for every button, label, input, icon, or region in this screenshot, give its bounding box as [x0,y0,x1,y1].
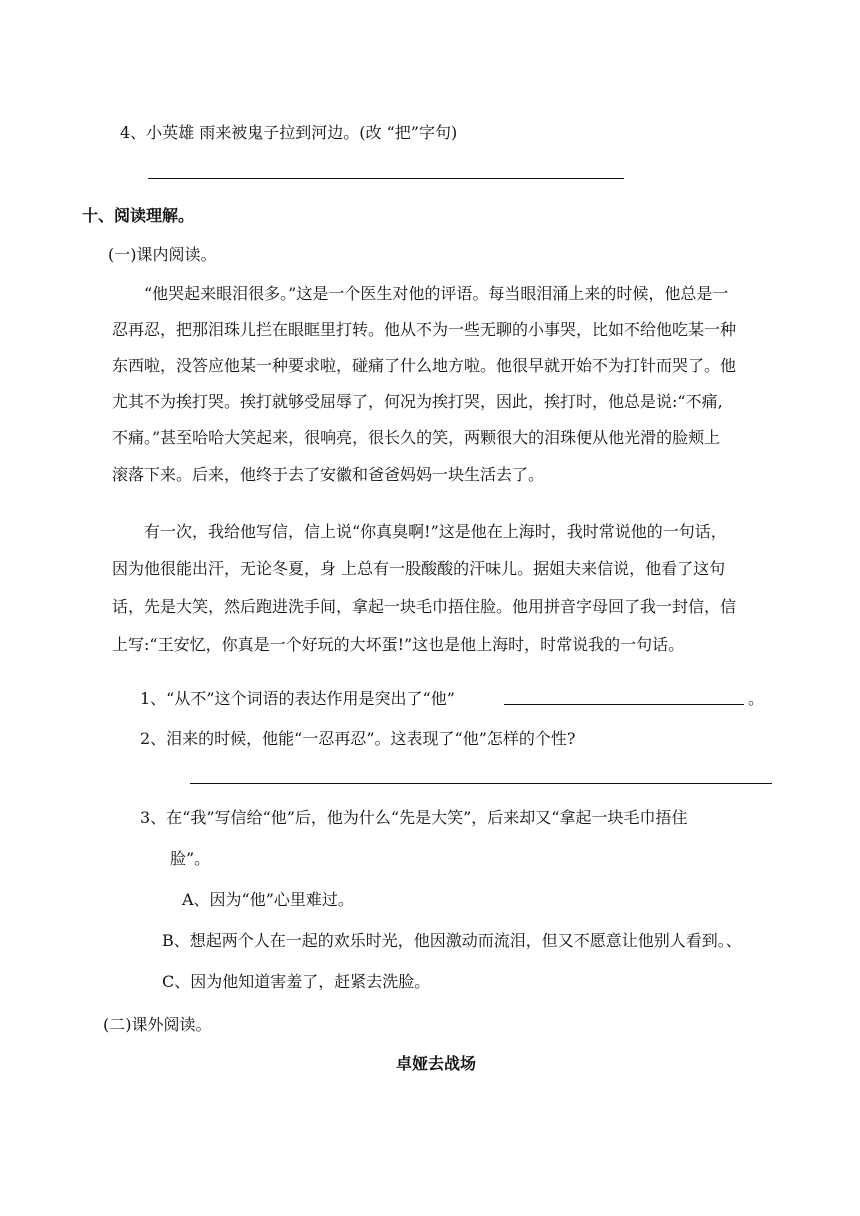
question-3-option-c[interactable]: C、因为他知道害羞了，赶紧去洗脸。 [162,972,431,991]
question-1-text: 1、“从不”这个词语的表达作用是突出了“他” [140,689,455,708]
question-3-text-cont: 脸”。 [170,849,211,868]
section-10-heading: 十、阅读理解。 [82,206,195,225]
passage-2-line: 有一次，我给他写信，信上说“你真臭啊!”这是他在上海时，我时常说他的一句话， [144,522,727,541]
passage-1-line: 不痛。”甚至哈哈大笑起来，很响亮，很长久的笑，两颗很大的泪珠便从他光滑的脸颊上 [112,428,721,447]
item-4-answer-line[interactable] [148,178,624,179]
part-1-label: (一)课内阅读。 [108,245,217,264]
passage-2-line: 因为他很能出汗，无论冬夏，身 上总有一股酸酸的汗味儿。据姐夫来信说，他看了这句 [112,559,726,578]
question-3-text: 3、在“我”写信给“他”后，他为什么“先是大笑”，后来却又“拿起一块毛巾捂住 [140,808,688,827]
question-2-answer-line[interactable] [190,783,772,784]
question-2-text: 2、泪来的时候，他能“一忍再忍”。这表现了“他”怎样的个性? [140,729,576,748]
passage-1-line: 滚落下来。后来，他终于去了安徽和爸爸妈妈一块生活去了。 [112,465,545,484]
question-3-option-a[interactable]: A、因为“他”心里难过。 [182,890,354,909]
passage-2-line: 上写:“王安忆，你真是一个好玩的大坏蛋!”这也是他上海时，时常说我的一句话。 [112,635,685,654]
passage-1-line: “他哭起来眼泪很多。”这是一个医生对他的评语。每当眼泪涌上来的时候，他总是一 [144,284,729,303]
item-4-question: 4、小英雄 雨来被鬼子拉到河边。(改 “把”字句) [120,123,458,142]
question-1-tail: 。 [748,689,765,708]
question-3-option-b[interactable]: B、想起两个人在一起的欢乐时光，他因激动而流泪，但又不愿意让他别人看到。、 [162,931,742,950]
passage-1-line: 尤其不为挨打哭。挨打就够受屈辱了，何况为挨打哭，因此，挨打时，他总是说:“不痛, [112,392,723,411]
passage-1-line: 东西啦，没答应他某一种要求啦，碰痛了什么地方啦。他很早就开始不为打针而哭了。他 [112,356,737,375]
question-1-answer-line[interactable] [504,704,744,705]
part-2-label: (二)课外阅读。 [103,1015,212,1034]
passage-1-line: 忍再忍，把那泪珠儿拦在眼眶里打转。他从不为一些无聊的小事哭，比如不给他吃某一种 [112,320,737,339]
passage-2-title: 卓娅去战场 [396,1054,477,1073]
passage-2-line: 话，先是大笑，然后跑进洗手间，拿起一块毛巾捂住脸。他用拼音字母回了我一封信，信 [112,597,737,616]
